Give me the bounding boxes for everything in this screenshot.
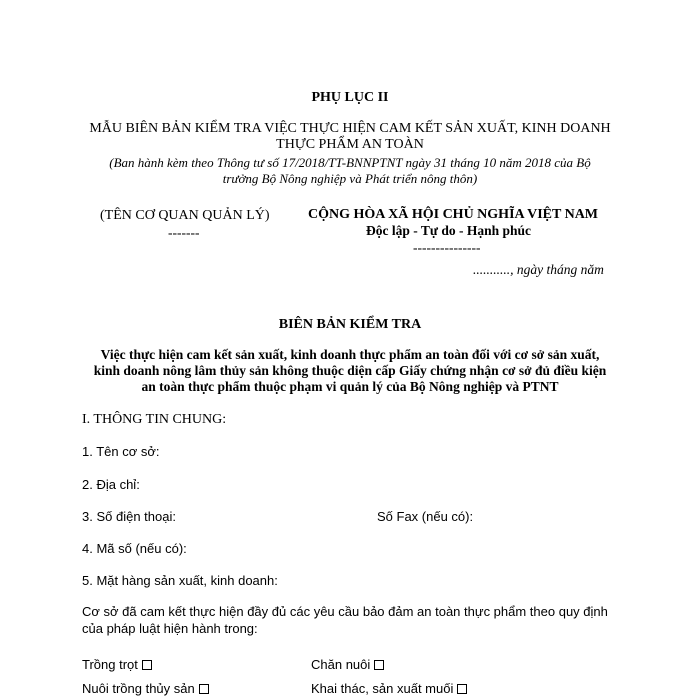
report-subtitle: [0, 347, 700, 395]
commitment-paragraph: Cơ sở đã cam kết thực hiện đầy đủ các yêu cầu bảo đảm an toàn thực phẩm theo quy định của pháp luật hiện hành trong:: [82, 604, 608, 636]
form-title-line2: THỰC PHẨM AN TOÀN: [276, 137, 424, 152]
checkbox-aquaculture-label: Nuôi trồng thủy sản: [82, 681, 195, 696]
address-field: 2. Địa chỉ:: [82, 477, 140, 492]
section-heading: I. THÔNG TIN CHUNG:: [82, 412, 227, 427]
national-title: CỘNG HÒA XÃ HỘI CHỦ NGHĨA VIỆT NAM: [308, 207, 599, 222]
facility-name-field: 1. Tên cơ sở:: [82, 444, 160, 459]
agency-name: (TÊN CƠ QUAN QUẢN LÝ): [100, 208, 270, 223]
motto-separator: ---------------: [413, 240, 481, 255]
goods-field: 5. Mặt hàng sản xuất, kinh doanh:: [82, 573, 278, 588]
subtitle-line2: kinh doanh nông lâm thủy sản không thuộc diện cấp Giấy chứng nhận cơ sở đủ điều kiện: [93, 363, 607, 378]
form-title-line1: MẪU BIÊN BẢN KIỂM TRA VIỆC THỰC HIỆN CAM KẾT SẢN XUẤT, KINH DOANH: [89, 121, 611, 136]
issued-note-line1: (Ban hành kèm theo Thông tư số 17/2018/TT-BNNPTNT ngày 31 tháng 10 năm 2018 của Bộ: [109, 155, 591, 170]
fax-field: Số Fax (nếu có):: [377, 509, 474, 524]
form-title: [0, 121, 700, 153]
checkbox-icon[interactable]: [457, 684, 467, 694]
subtitle-line1: Việc thực hiện cam kết sản xuất, kinh doanh thực phẩm an toàn đối với cơ sở sản xuất,: [100, 347, 600, 362]
checkbox-salt[interactable]: [311, 681, 467, 696]
issued-note: [0, 155, 700, 187]
checkbox-crop-label: Trồng trọt: [82, 657, 138, 672]
checkbox-livestock-label: Chăn nuôi: [311, 657, 371, 672]
subtitle-line3: an toàn thực phẩm thuộc phạm vi quản lý của Bộ Nông nghiệp và PTNT: [141, 379, 559, 394]
checkbox-crop[interactable]: [82, 657, 152, 672]
national-motto: Độc lập - Tự do - Hạnh phúc: [366, 223, 532, 238]
checkbox-aquaculture[interactable]: [82, 681, 209, 696]
phone-field: 3. Số điện thoại:: [82, 509, 176, 524]
appendix-title: PHỤ LỤC II: [311, 90, 389, 105]
agency-separator: -------: [168, 225, 200, 240]
dateline: ..........., ngày tháng năm: [473, 262, 604, 277]
checkbox-icon[interactable]: [142, 660, 152, 670]
checkbox-livestock[interactable]: [311, 657, 384, 672]
checkbox-icon[interactable]: [374, 660, 384, 670]
report-title: BIÊN BẢN KIỂM TRA: [278, 317, 422, 332]
issued-note-line2: trưởng Bộ Nông nghiệp và Phát triển nông thôn): [222, 171, 478, 186]
checkbox-icon[interactable]: [199, 684, 209, 694]
checkbox-salt-label: Khai thác, sản xuất muối: [311, 681, 454, 696]
code-field: 4. Mã số (nếu có):: [82, 541, 187, 556]
